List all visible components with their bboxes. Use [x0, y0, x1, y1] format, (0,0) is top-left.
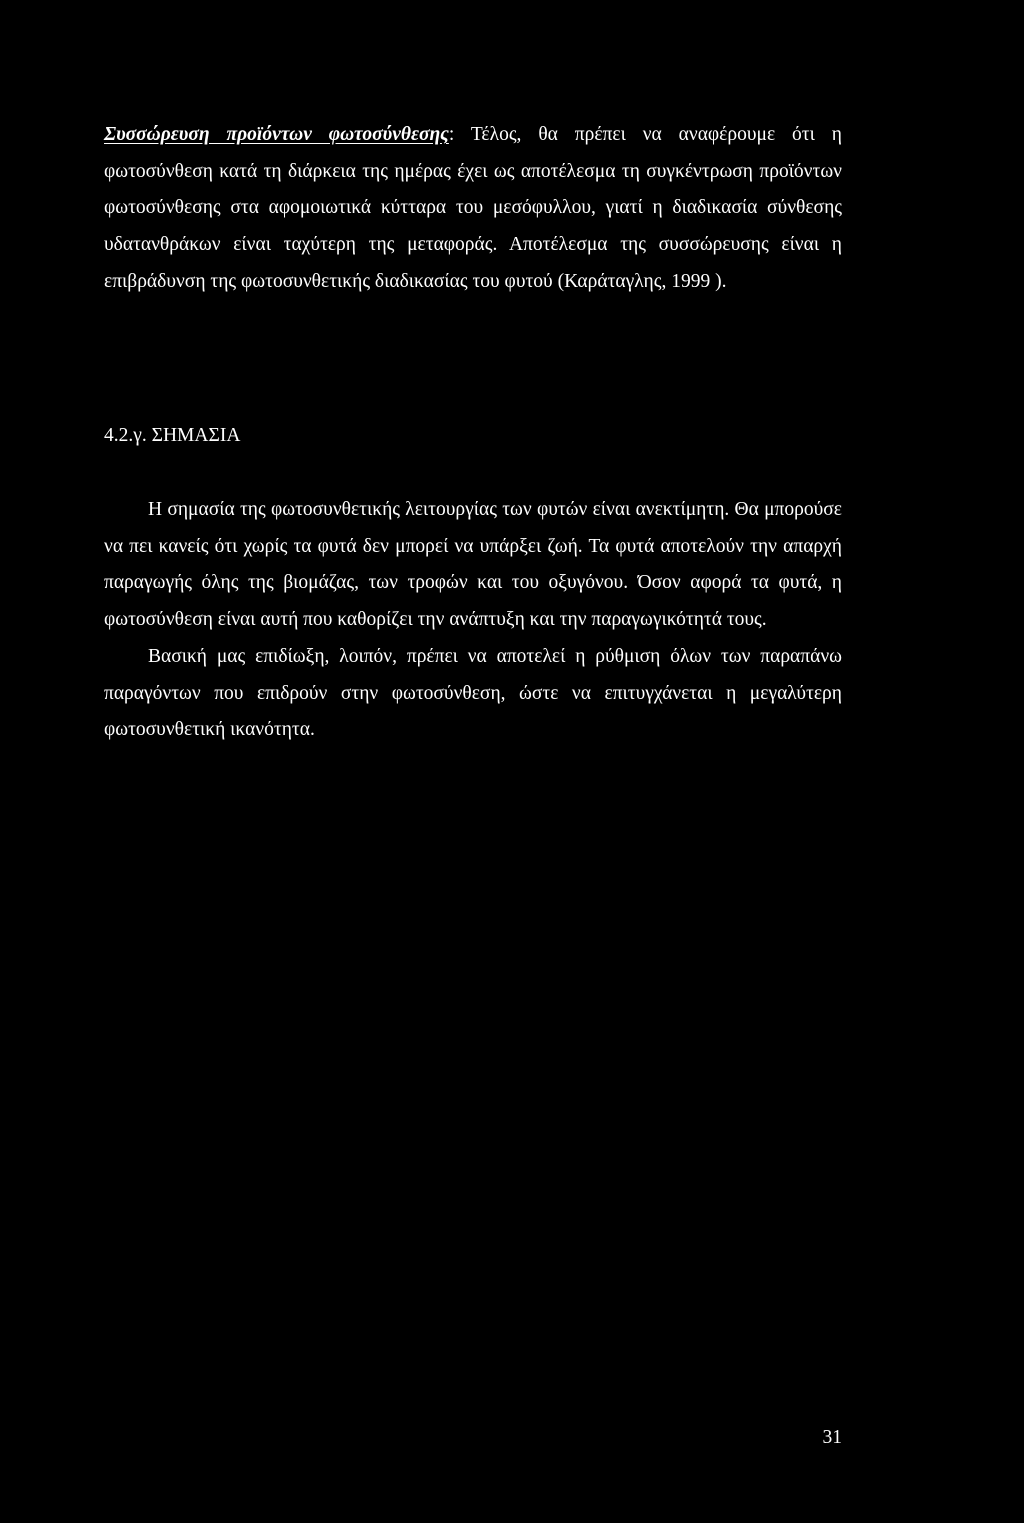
paragraph-goal: Βασική μας επιδίωξη, λοιπόν, πρέπει να αποτελεί η ρύθμιση όλων των παραπάνω παραγόντων που επιδρούν στην φωτοσύνθεση, ώστε να επιτυγχάνεται η μεγαλύτερη φωτοσυνθετική ικανότητα.: [104, 645, 842, 741]
page-number: 31: [822, 1427, 842, 1448]
paragraph-significance: Η σημασία της φωτοσυνθετικής λειτουργίας των φυτών είναι ανεκτίμητη. Θα μπορούσε να πει κανείς ότι χωρίς τα φυτά δεν μπορεί να υπάρξει ζωή. Τα φυτά αποτελούν την απαρχή παραγωγής όλης της βιομάζας, των τροφών και του οξυγόνου. Όσον αφορά τα φυτά, η φωτοσύνθεση είναι αυτή που καθορίζει την ανάπτυξη και την παραγωγικότητά τους.: [104, 499, 842, 631]
paragraph-body: Τέλος, θα πρέπει να αναφέρουμε ότι η φωτοσύνθεση κατά τη διάρκεια της ημέρας έχει ως αποτέλεσμα τη συγκέντρωση προϊόντων φωτοσύνθεσης στα αφομοιωτικά κύτταρα του μεσόφυλλου, γιατί η διαδικασία σύνθεσης υδατανθράκων είναι ταχύτερη της μεταφοράς. Αποτέλεσμα της συσσώρευσης είναι η επιβράδυνση της φωτοσυνθετικής διαδικασίας του φυτού (Καράταγλης, 1999 ).: [104, 124, 842, 292]
heading-separator: :: [448, 124, 455, 145]
intro-text-block: [104, 117, 842, 301]
significance-text-block: [104, 492, 842, 749]
paragraph-product-accumulation: [104, 117, 842, 301]
paragraph-run-in-heading: Συσσώρευση προϊόντων φωτοσύνθεσης: [104, 124, 449, 145]
section-heading: 4.2.γ. ΣΗΜΑΣΙΑ: [104, 425, 241, 446]
